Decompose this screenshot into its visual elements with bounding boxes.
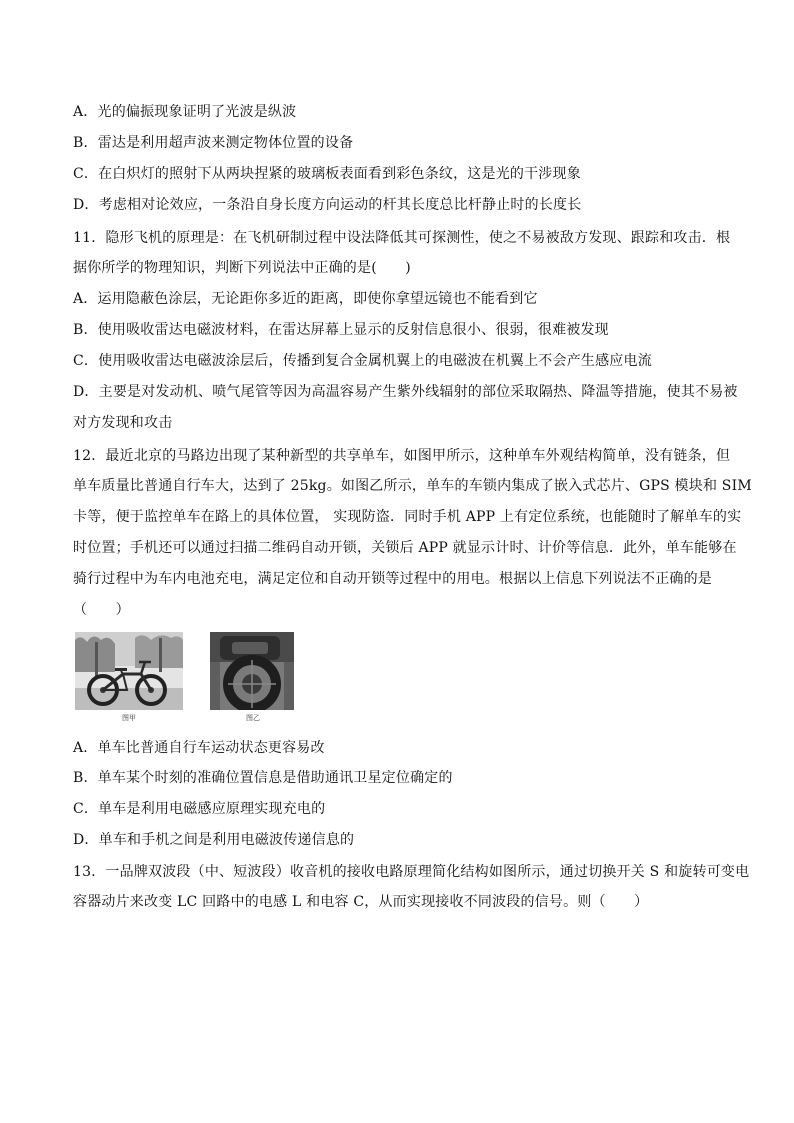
q11-option-a: A．运用隐蔽色涂层，无论距你多近的距离，即使你拿望远镜也不能看到它 bbox=[73, 291, 538, 307]
q13-stem-line-2: 容器动片来改变 LC 回路中的电感 L 和电容 C，从而实现接收不同波段的信号。则（ ） bbox=[73, 894, 649, 910]
q13-stem-line-1: 13．一品牌双波段（中、短波段）收音机的接收电路原理简化结构如图所示，通过切换开关 S 和旋转可变电 bbox=[73, 864, 750, 880]
q12-option-d: D．单车和手机之间是利用电磁波传递信息的 bbox=[73, 832, 355, 848]
q12-stem-line-3: 卡等，便于监控单车在路上的具体位置， 实现防盗．同时手机 APP 上有定位系统，也能随时了解单车的实 bbox=[73, 509, 742, 525]
q12-option-b: B．单车某个时刻的准确位置信息是借助通讯卫星定位确定的 bbox=[73, 770, 453, 786]
q10-option-c: C．在白炽灯的照射下从两块捏紧的玻璃板表面看到彩色条纹，这是光的干涉现象 bbox=[73, 166, 581, 182]
q12-stem-line-4: 时位置；手机还可以通过扫描二维码自动开锁，关锁后 APP 就显示计时、计价等信息．此外，单车能够在 bbox=[73, 540, 737, 556]
q11-option-c: C．使用吸收雷达电磁波涂层后，传播到复合金属机翼上的电磁波在机翼上不会产生感应电流 bbox=[73, 353, 652, 369]
q12-option-c: C．单车是利用电磁感应原理实现充电的 bbox=[73, 801, 326, 817]
q11-stem-line-2: 据你所学的物理知识，判断下列说法中正确的是( ) bbox=[73, 260, 411, 276]
q11-option-d-line-1: D．主要是对发动机、喷气尾管等因为高温容易产生紫外线辐射的部位采取隔热、降温等措施，使其不易被 bbox=[73, 384, 738, 400]
q12-stem-line-2: 单车质量比普通自行车大，达到了 25kg。如图乙所示，单车的车锁内集成了嵌入式芯片、GPS 模块和 SIM bbox=[73, 478, 752, 494]
figure-smart-lock-photo bbox=[210, 632, 294, 710]
figure-a-caption: 图甲 bbox=[122, 714, 136, 722]
q10-option-d: D．考虑相对论效应，一条沿自身长度方向运动的杆其长度总比杆静止时的长度长 bbox=[73, 197, 582, 213]
q12-stem-line-1: 12．最近北京的马路边出现了某种新型的共享单车，如图甲所示，这种单车外观结构简单，没有链条，但 bbox=[73, 448, 731, 464]
q11-option-b: B．使用吸收雷达电磁波材料，在雷达屏幕上显示的反射信息很小、很弱，很难被发现 bbox=[73, 322, 609, 338]
q12-stem-line-5: 骑行过程中为车内电池充电，满足定位和自动开锁等过程中的用电。根据以上信息下列说法不正确的是 bbox=[73, 571, 712, 587]
q10-option-a: A．光的偏振现象证明了光波是纵波 bbox=[73, 104, 297, 120]
figure-b-caption: 图乙 bbox=[246, 714, 260, 722]
q10-option-b: B．雷达是利用超声波来测定物体位置的设备 bbox=[73, 135, 354, 151]
q12-stem-line-6: （ ） bbox=[73, 602, 130, 618]
q11-option-d-line-2: 对方发现和攻击 bbox=[73, 415, 173, 431]
q11-stem-line-1: 11．隐形飞机的原理是：在飞机研制过程中设法降低其可探测性，使之不易被敌方发现、跟踪和攻击．根 bbox=[73, 230, 731, 246]
q12-option-a: A．单车比普通自行车运动状态更容易改 bbox=[73, 740, 325, 756]
figure-bicycle-photo bbox=[75, 632, 183, 710]
